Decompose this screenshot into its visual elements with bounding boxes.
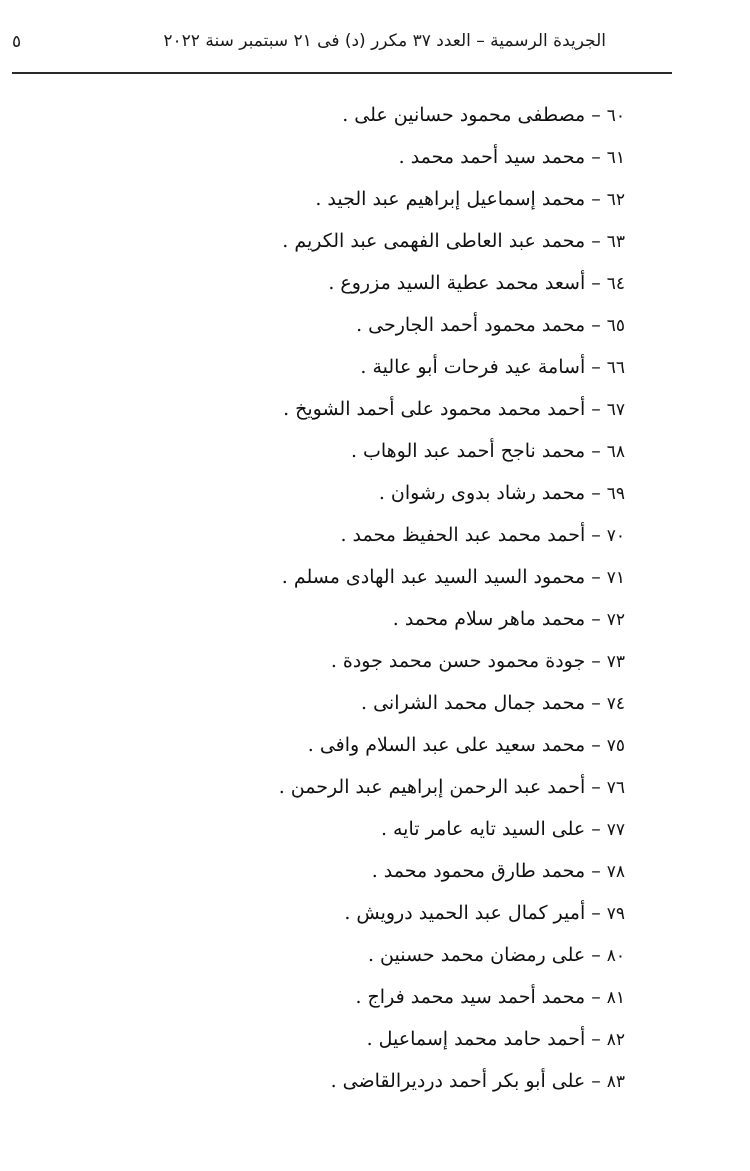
item-terminator: . xyxy=(350,440,357,462)
item-terminator: . xyxy=(361,692,368,714)
item-name: محمد جمال محمد الشرانى xyxy=(373,692,586,714)
names-list xyxy=(105,94,625,1102)
list-item xyxy=(105,640,625,682)
item-separator: – xyxy=(591,608,601,630)
list-item xyxy=(105,136,625,178)
item-separator: – xyxy=(591,776,601,798)
item-terminator: . xyxy=(371,860,378,882)
list-item xyxy=(105,1060,625,1102)
item-separator: – xyxy=(591,146,601,168)
page-number: ٥ xyxy=(12,32,22,52)
list-item xyxy=(105,1018,625,1060)
item-separator: – xyxy=(591,398,601,420)
item-number: ٦٣ xyxy=(606,232,625,252)
item-separator: – xyxy=(591,314,601,336)
item-number: ٧٠ xyxy=(606,526,625,546)
item-terminator: . xyxy=(356,314,363,336)
item-separator: – xyxy=(591,902,601,924)
item-separator: – xyxy=(591,272,601,294)
item-number: ٦٢ xyxy=(606,190,625,210)
list-item xyxy=(105,220,625,262)
item-number: ٧٤ xyxy=(606,694,625,714)
item-terminator: . xyxy=(340,524,347,546)
item-name: محمد ماهر سلام محمد xyxy=(404,608,586,630)
item-number: ٧١ xyxy=(606,568,625,588)
item-terminator: . xyxy=(378,482,385,504)
item-separator: – xyxy=(591,188,601,210)
item-number: ٨٣ xyxy=(606,1072,625,1092)
item-name: أسامة عيد فرحات أبو عالية xyxy=(372,356,586,378)
list-item xyxy=(105,178,625,220)
item-name: أحمد محمد عبد الحفيظ محمد xyxy=(352,524,586,546)
item-number: ٧٢ xyxy=(606,610,625,630)
item-terminator: . xyxy=(315,188,322,210)
item-terminator: . xyxy=(307,734,314,756)
item-terminator: . xyxy=(283,398,290,420)
item-terminator: . xyxy=(282,230,289,252)
list-item xyxy=(105,514,625,556)
item-separator: – xyxy=(591,440,601,462)
item-separator: – xyxy=(591,104,601,126)
list-item xyxy=(105,976,625,1018)
item-name: على رمضان محمد حسنين xyxy=(380,944,586,966)
list-item xyxy=(105,262,625,304)
list-item xyxy=(105,430,625,472)
item-name: محمد سعيد على عبد السلام وافى xyxy=(319,734,586,756)
item-separator: – xyxy=(591,818,601,840)
item-number: ٦٦ xyxy=(606,358,625,378)
gazette-header-title: الجريدة الرسمية – العدد ٣٧ مكرر (د) فى ٢١ سبتمبر سنة ٢٠٢٢ xyxy=(163,31,606,51)
item-name: محمد محمود أحمد الجارحى xyxy=(368,314,586,336)
list-item xyxy=(105,682,625,724)
item-number: ٧٧ xyxy=(606,820,625,840)
item-name: محمود السيد السيد عبد الهادى مسلم xyxy=(293,566,586,588)
item-terminator: . xyxy=(330,650,337,672)
item-name: أحمد عبد الرحمن إبراهيم عبد الرحمن xyxy=(290,776,586,798)
item-number: ٧٩ xyxy=(606,904,625,924)
list-item xyxy=(105,94,625,136)
item-separator: – xyxy=(591,692,601,714)
item-terminator: . xyxy=(281,566,288,588)
item-number: ٧٦ xyxy=(606,778,625,798)
item-number: ٦١ xyxy=(606,148,625,168)
item-name: أحمد حامد محمد إسماعيل xyxy=(378,1028,586,1050)
item-name: أحمد محمد محمود على أحمد الشويخ xyxy=(295,398,586,420)
item-number: ٨٢ xyxy=(606,1030,625,1050)
list-item xyxy=(105,892,625,934)
list-item xyxy=(105,934,625,976)
item-number: ٦٧ xyxy=(606,400,625,420)
list-item xyxy=(105,850,625,892)
item-number: ٦٨ xyxy=(606,442,625,462)
item-number: ٦٠ xyxy=(606,106,625,126)
item-terminator: . xyxy=(278,776,285,798)
item-name: على أبو بكر أحمد درديرالقاضى xyxy=(342,1070,586,1092)
list-item xyxy=(105,304,625,346)
item-separator: – xyxy=(591,1028,601,1050)
item-separator: – xyxy=(591,944,601,966)
list-item xyxy=(105,766,625,808)
item-separator: – xyxy=(591,566,601,588)
list-item xyxy=(105,472,625,514)
item-terminator: . xyxy=(330,1070,337,1092)
item-name: أسعد محمد عطية السيد مزروع xyxy=(340,272,586,294)
item-name: محمد أحمد سيد محمد فراج xyxy=(367,986,586,1008)
item-separator: – xyxy=(591,734,601,756)
list-item xyxy=(105,556,625,598)
item-terminator: . xyxy=(355,986,362,1008)
item-name: مصطفى محمود حسانين على xyxy=(354,104,586,126)
item-separator: – xyxy=(591,482,601,504)
item-terminator: . xyxy=(368,944,375,966)
item-number: ٧٥ xyxy=(606,736,625,756)
item-number: ٧٨ xyxy=(606,862,625,882)
item-terminator: . xyxy=(392,608,399,630)
item-number: ٦٤ xyxy=(606,274,625,294)
item-separator: – xyxy=(591,650,601,672)
item-terminator: . xyxy=(366,1028,373,1050)
list-item xyxy=(105,346,625,388)
item-name: محمد عبد العاطى الفهمى عبد الكريم xyxy=(294,230,586,252)
page-header xyxy=(12,30,672,64)
item-number: ٧٣ xyxy=(606,652,625,672)
list-item xyxy=(105,598,625,640)
item-terminator: . xyxy=(380,818,387,840)
item-number: ٨١ xyxy=(606,988,625,1008)
item-name: على السيد تايه عامر تايه xyxy=(392,818,586,840)
list-item xyxy=(105,388,625,430)
item-name: محمد ناجح أحمد عبد الوهاب xyxy=(362,440,586,462)
item-separator: – xyxy=(591,1070,601,1092)
item-separator: – xyxy=(591,524,601,546)
item-name: محمد سيد أحمد محمد xyxy=(410,146,586,168)
item-name: جودة محمود حسن محمد جودة xyxy=(342,650,586,672)
item-terminator: . xyxy=(344,902,351,924)
item-separator: – xyxy=(591,230,601,252)
item-terminator: . xyxy=(360,356,367,378)
item-separator: – xyxy=(591,356,601,378)
item-name: محمد رشاد بدوى رشوان xyxy=(390,482,586,504)
list-item xyxy=(105,724,625,766)
item-name: محمد طارق محمود محمد xyxy=(383,860,586,882)
item-terminator: . xyxy=(328,272,335,294)
item-number: ٨٠ xyxy=(606,946,625,966)
item-separator: – xyxy=(591,860,601,882)
list-item xyxy=(105,808,625,850)
item-name: محمد إسماعيل إبراهيم عبد الجيد xyxy=(327,188,586,210)
header-divider xyxy=(12,72,672,74)
item-terminator: . xyxy=(398,146,405,168)
item-number: ٦٩ xyxy=(606,484,625,504)
item-name: أمير كمال عبد الحميد درويش xyxy=(356,902,586,924)
item-terminator: . xyxy=(342,104,349,126)
item-number: ٦٥ xyxy=(606,316,625,336)
item-separator: – xyxy=(591,986,601,1008)
